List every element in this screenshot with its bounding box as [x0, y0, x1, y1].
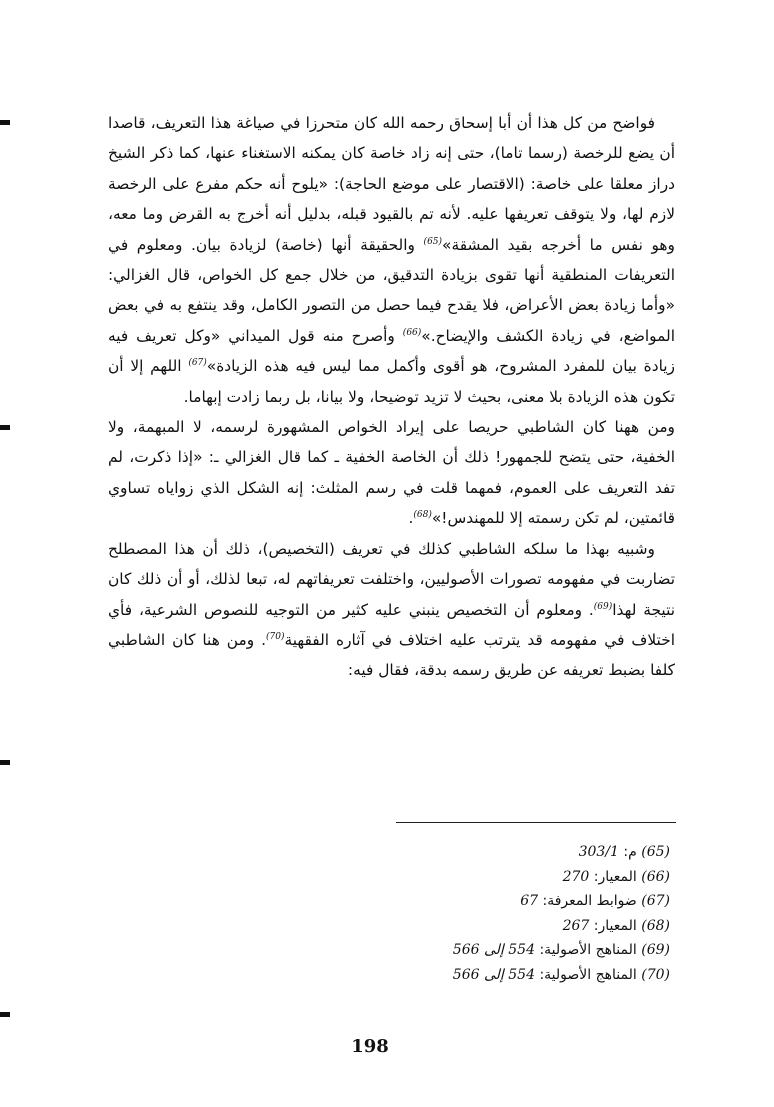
paragraph-1 [108, 108, 675, 412]
footnote-page-ref: 67 [520, 893, 539, 910]
paragraph-2 [108, 412, 675, 534]
footnote-ref-68: (68) [413, 510, 432, 521]
p3-text-a: وشبيه بهذا ما سلكه الشاطبي كذلك في تعريف (التخصيص)، ذلك أن هذا المصطلح تضاربت في مفهومه تصورات الأصوليين، واختلفت تعريفاتهم له، تبعا لذلك، أو أن ذلك كان نتيجة لهذا [108, 539, 675, 619]
footnote-65 [380, 840, 670, 865]
footnote-separator [396, 822, 676, 823]
binding-mark [0, 425, 10, 430]
footnote-number: (68) [641, 917, 670, 934]
footnote-ref-65: (65) [423, 236, 443, 247]
p1-text-b: والحقيقة أنها (خاصة) لزيادة بيان. ومعلوم في التعريفات المنطقية أنها تقوى بزيادة التدقيق، من خلال جمع كل الخواص، قال الغزالي: «وأما زيادة بعض الأعراض، فلا يقدح فيما حصل من التصور الكامل، وقد ينتفع به في بعض المواضع، في زيادة الكشف والإيضاح.» [108, 235, 675, 345]
binding-mark [0, 1012, 10, 1017]
p1-text-d: اللهم إلا أن تكون هذه الزيادة بلا معنى، بحيث لا تزيد توضيحا، ولا بيانا، بل ربما زادت إبهاما. [108, 357, 675, 406]
footnote-source: م: [623, 844, 637, 860]
footnote-number: (67) [641, 893, 670, 910]
footnote-67 [380, 889, 670, 914]
footnote-70 [380, 963, 670, 988]
page-number: 198 [351, 1036, 389, 1057]
footnote-source: المناهج الأصولية: [539, 966, 637, 983]
footnotes [380, 840, 670, 988]
footnote-ref-70: (70) [266, 631, 285, 642]
main-text [108, 108, 675, 686]
footnote-number: (66) [641, 868, 670, 885]
footnote-66 [380, 865, 670, 890]
binding-mark [0, 760, 10, 765]
binding-mark [0, 120, 10, 125]
p3-text-b: . ومعلوم أن التخصيص ينبني عليه كثير من التوجيه للنصوص الشرعية، فأي اختلاف في مفهومه قد يترتب عليه اختلاف في آثاره الفقهية [108, 600, 675, 649]
footnote-number: (70) [641, 966, 670, 983]
footnote-source: المعيار: [593, 917, 637, 934]
footnote-source: ضوابط المعرفة: [542, 893, 637, 910]
paragraph-3 [108, 534, 675, 686]
footnote-page-ref: 554 إلى 566 [452, 966, 535, 983]
p2-text-a: ومن ههنا كان الشاطبي حريصا على إيراد الخواص المشهورة لرسمه، لا المبهمة، ولا الخفية، حتى يتضح للجمهور! ذلك أن الخاصة الخفية ـ كما قال الغزالي ـ: «إذا ذكرت، لم تفد التعريف على العموم، فمهما قلت في رسم المثلث: إنه الشكل الذي زواياه تساوي قائمتين، لم تكن رسمته إلا للمهندس!» [108, 418, 675, 528]
p1-text-c: وأصرح منه قول الميداني «وكل تعريف فيه زيادة بيان للمفرد المشروح، هو أقوى وأكمل مما ليس فيه هذه الزيادة» [108, 326, 675, 376]
p2-text-b: . [408, 509, 414, 528]
footnote-number: (65) [641, 844, 670, 860]
footnote-ref-69: (69) [593, 601, 613, 612]
footnote-page-ref: 270 [562, 868, 590, 885]
footnote-ref-66: (66) [402, 327, 422, 338]
p3-text-c: . ومن هنا كان الشاطبي كلفا بضبط تعريفه عن طريق رسمه بدقة، فقال فيه: [108, 630, 675, 680]
footnote-page-ref: 267 [562, 917, 590, 934]
footnote-source: المعيار: [593, 868, 637, 885]
footnote-ref-67: (67) [188, 358, 207, 369]
p1-text-a: فواضح من كل هذا أن أبا إسحاق رحمه الله كان متحرزا في صياغة هذا التعريف، قاصدا أن يضع للرخصة (رسما تاما)، حتى إنه زاد خاصة كان يمكنه الاستغناء عنها، كما ذكر الشيخ دراز معلقا على خاصة: (الاقتصار على موضع الحاجة): «يلوح أنه حكم مفرع على الرخصة لازم لها، ولا يتوقف تعريفها عليه. لأنه تم بالقيود قبله، بدليل أنه أخرج به القرض وما معه، وهو نفس ما أخرجه بقيد المشقة» [108, 114, 675, 254]
footnote-page-ref: 554 إلى 566 [452, 942, 535, 959]
footnote-number: (69) [641, 942, 670, 959]
footnote-source: المناهج الأصولية: [539, 942, 637, 959]
footnote-69 [380, 938, 670, 963]
footnote-page-ref: 303/1 [578, 844, 619, 860]
footnote-68 [380, 914, 670, 939]
